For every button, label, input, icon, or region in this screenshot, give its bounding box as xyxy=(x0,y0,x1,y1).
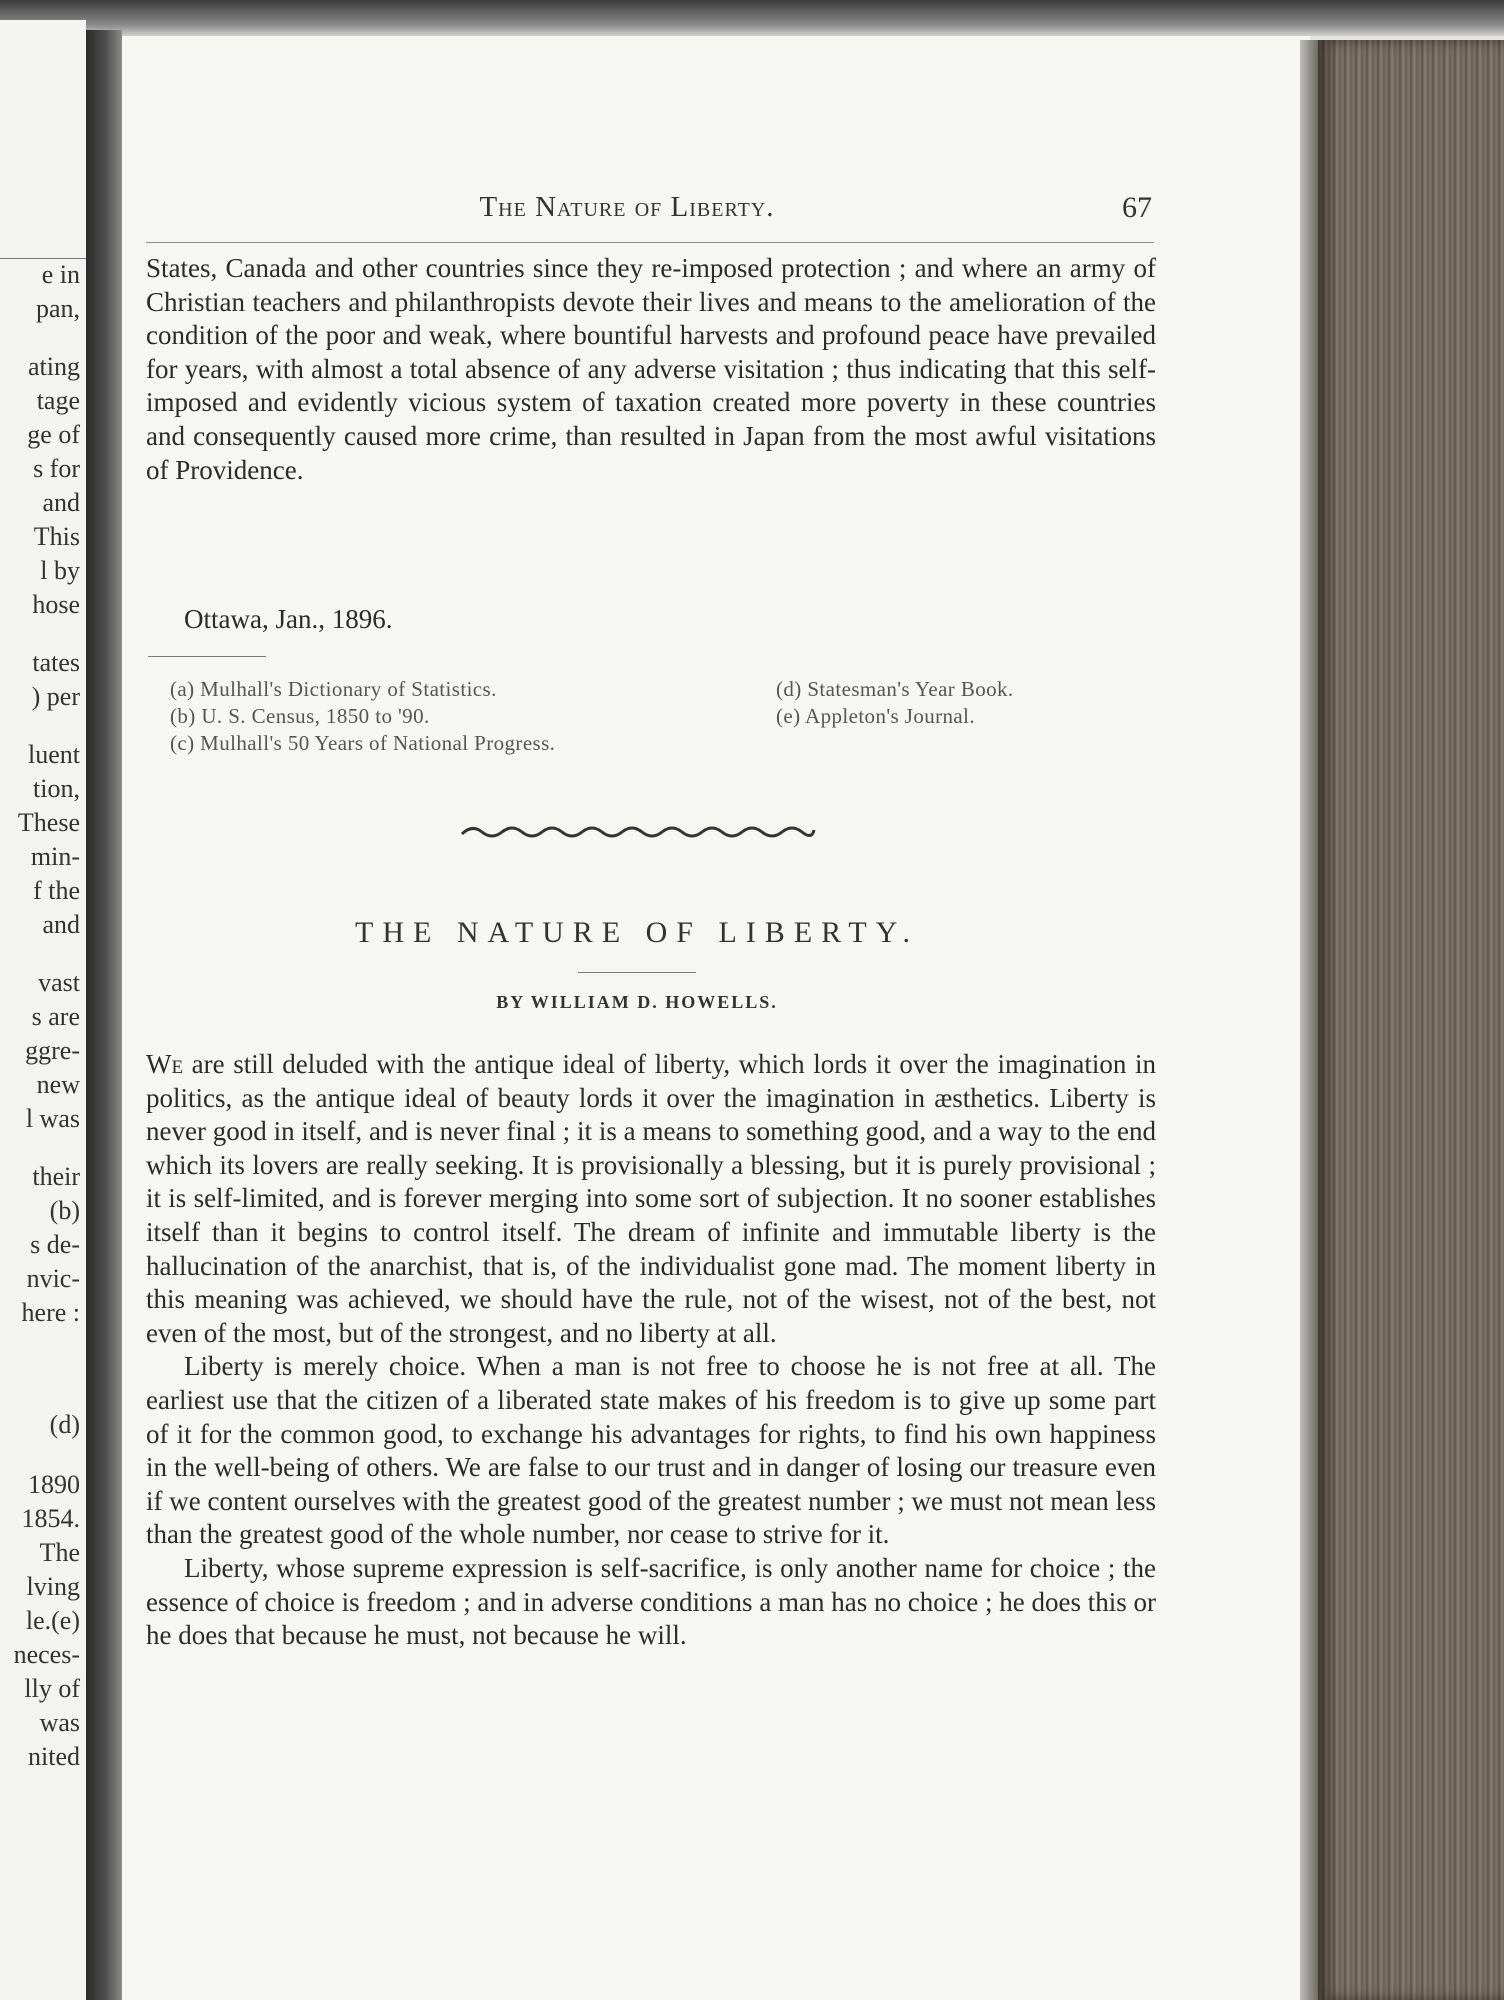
previous-page-fragment: s for xyxy=(33,454,80,483)
previous-page-fragment: The xyxy=(39,1538,80,1567)
previous-page-fragment: new xyxy=(36,1070,80,1099)
page xyxy=(122,36,1310,2000)
footnote-item: (d) Statesman's Year Book. xyxy=(776,677,1014,701)
previous-page-fragment: l was xyxy=(25,1104,80,1133)
previous-page-fragment: pan, xyxy=(35,294,80,323)
previous-page-fragment: tion, xyxy=(33,774,80,803)
header-rule xyxy=(146,242,1154,243)
previous-page-fragment: luent xyxy=(28,740,80,769)
previous-page-fragment: 1854. xyxy=(21,1504,80,1533)
previous-page-fragment: s de- xyxy=(30,1230,80,1259)
footnote-rule xyxy=(148,656,266,657)
paragraph-1-text: are still deluded with the antique ideal of liberty, which lords it over the imagination in politics, as the antique ideal of beauty lords it over the imagination in æsthetics. Liberty is never good in itself, and is never final ; it is a means to something good, and a way to the end which its lovers are really seeking. It is provisionally a blessing, but it is purely provisional ; it is self-limited, and is forever merging into some sort of subjection. It no sooner establishes itself than it begins to control itself. The dream of infinite and immutable liberty is the hallucination of the anarchist, that is, of the individualist gone mad. The moment liberty in this meaning was achieved, we should have the rule, not of the wisest, not of the best, not even of the most, but of the strongest, and no liberty at all. xyxy=(146,1049,1156,1348)
footnote-item: (a) Mulhall's Dictionary of Statistics. xyxy=(170,677,497,701)
previous-page-fragment: their xyxy=(32,1162,80,1191)
previous-page-fragment: ating xyxy=(28,352,80,381)
previous-page-fragment: These xyxy=(17,808,80,837)
byline: BY WILLIAM D. HOWELLS. xyxy=(496,992,778,1012)
previous-page-fragment: was xyxy=(39,1708,80,1737)
previous-page-fragment: lving xyxy=(26,1572,80,1601)
book-gutter xyxy=(86,30,122,2000)
previous-page-fragment: (d) xyxy=(49,1410,80,1439)
previous-page-fragment: tage xyxy=(36,386,80,415)
continuation-paragraph xyxy=(146,252,1156,487)
previous-page-fragment: tates xyxy=(32,648,80,677)
previous-page-fragment: min- xyxy=(30,842,80,871)
previous-page-fragment: nited xyxy=(28,1742,80,1771)
previous-page-fragment: and xyxy=(42,488,80,517)
paragraph-1 xyxy=(146,1048,1156,1350)
previous-page-sliver xyxy=(0,20,86,2000)
paragraph-3: Liberty, whose supreme expression is self-sacrifice, is only another name for choice ; the essence of choice is freedom ; and in adverse conditions a man has no choice ; he does this or he does that because he must, not because he will. xyxy=(146,1552,1156,1651)
title-rule xyxy=(578,972,696,973)
footnotes-left xyxy=(170,676,730,757)
article-title: THE NATURE OF LIBERTY. xyxy=(355,916,919,949)
previous-page-fragment: vast xyxy=(38,968,80,997)
previous-page-fragment: ) per xyxy=(31,682,80,711)
book-page-edges xyxy=(1318,40,1504,2000)
drop-word: We xyxy=(146,1049,184,1079)
previous-page-fragment: l by xyxy=(40,556,80,585)
previous-page-fragment: s are xyxy=(31,1002,80,1031)
previous-page-fragment: e in xyxy=(41,260,80,289)
previous-page-fragment: le.(e) xyxy=(25,1606,80,1635)
previous-page-fragment: and xyxy=(42,910,80,939)
previous-page-fragment: 1890 xyxy=(28,1470,80,1499)
previous-page-fragment: lly of xyxy=(24,1674,80,1703)
previous-page-fragment: neces- xyxy=(13,1640,80,1669)
dateline: Ottawa, Jan., 1896. xyxy=(184,604,393,634)
footnote-item: (b) U. S. Census, 1850 to '90. xyxy=(170,704,430,728)
previous-page-fragment: ge of xyxy=(27,420,80,449)
top-shadow xyxy=(0,0,1504,36)
footnotes-right xyxy=(776,676,1156,730)
previous-page-fragment: f the xyxy=(33,876,80,905)
previous-page-fragment: here : xyxy=(21,1298,80,1327)
page-number: 67 xyxy=(1122,191,1152,224)
wavy-ornament xyxy=(458,820,818,844)
previous-page-fragment: hose xyxy=(32,590,80,619)
previous-page-fragment: (b) xyxy=(49,1196,80,1225)
footnote-item: (e) Appleton's Journal. xyxy=(776,704,976,728)
previous-page-fragment: This xyxy=(33,522,80,551)
article-body xyxy=(146,1048,1156,1653)
previous-page-fragment: nvic- xyxy=(26,1264,80,1293)
running-title: The Nature of Liberty. xyxy=(479,191,775,223)
footnote-item: (c) Mulhall's 50 Years of National Progress. xyxy=(170,731,556,755)
continuation-text: States, Canada and other countries since they re-imposed protection ; and where an army of Christian teachers and philanthropists devote their lives and means to the amelioration of the condition of the poor and weak, where bountiful harvests and profound peace have prevailed for years, with almost a total absence of any adverse visitation ; thus indicating that this self-imposed and evidently vicious system of taxation created more poverty in these countries and consequently caused more crime, than resulted in Japan from the most awful visitations of Providence. xyxy=(146,253,1156,485)
previous-page-fragment: ggre- xyxy=(25,1036,80,1065)
running-head xyxy=(122,191,1310,231)
paragraph-2: Liberty is merely choice. When a man is not free to choose he is not free at all. The earliest use that the citizen of a liberated state makes of his freedom is to give up some part of it for the common good, to exchange his advantages for rights, to find his own happiness in the well-being of others. We are false to our trust and in danger of losing our treasure even if we content ourselves with the greatest good of the greatest number ; we must not mean less than the greatest good of the whole number, nor cease to strive for it. xyxy=(146,1351,1156,1550)
